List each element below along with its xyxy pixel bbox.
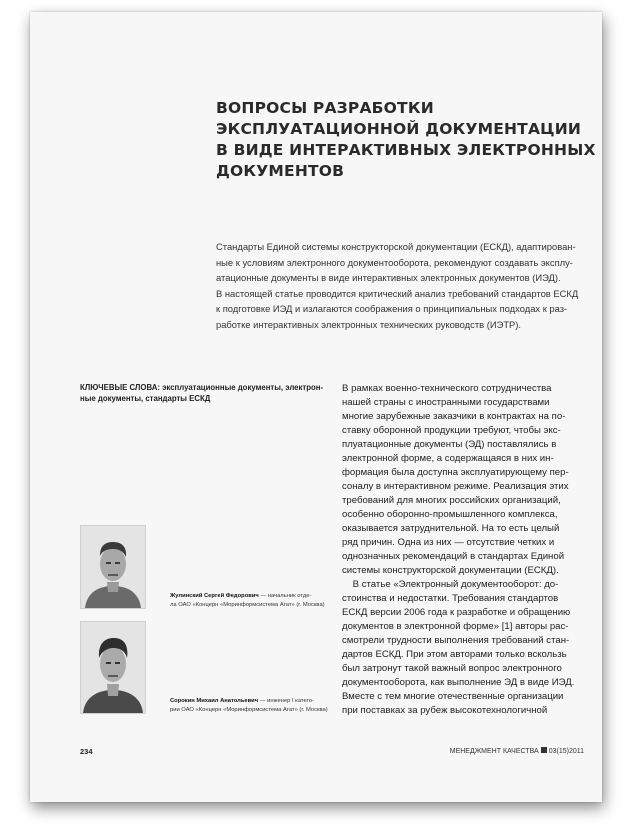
abstract-line: к подготовке ИЭД и излагаются соображения о принципиальных подходах к раз- xyxy=(216,303,568,314)
keywords-line: КЛЮЧЕВЫЕ СЛОВА: эксплуатационные документы, электрон- xyxy=(80,383,324,392)
abstract-line: В настоящей статье проводится критический анализ требований стандартов ЕСКД xyxy=(216,287,579,299)
body-line: соналу в интерактивном режиме. Реализация этих xyxy=(342,481,569,492)
article-body xyxy=(342,382,598,718)
body-line: оказывается затруднительной. На то есть целый xyxy=(342,523,560,534)
body-line: системы конструкторской документации (ЕСКД). xyxy=(342,565,559,576)
portrait-image xyxy=(81,526,145,608)
author-photo xyxy=(80,621,146,714)
article-title xyxy=(216,98,596,182)
author-position: — начальник отде- xyxy=(258,593,312,599)
journal-page xyxy=(30,12,602,802)
body-line: Вместе с тем многие отечественные организации xyxy=(342,691,564,702)
abstract-line: работке интерактивных электронных технических руководств (ИЭТР). xyxy=(216,318,522,330)
journal-footer xyxy=(450,747,584,755)
title-line: ДОКУМЕНТОВ xyxy=(216,162,345,180)
body-line: стоинства и недостатки. Требования стандартов xyxy=(342,593,559,604)
body-line: документооборота, как выполнение ЭД в виде ИЭД. xyxy=(342,677,575,688)
body-line: ряд причин. Одна из них — отсутствие четких и xyxy=(342,537,555,548)
body-line: особенно оборонно-промышленного комплекса, xyxy=(342,509,558,520)
body-line: В статье «Электронный документооборот: до- xyxy=(342,579,559,590)
body-line: электронной форме, а содержащаяся в них ин- xyxy=(342,453,554,464)
square-icon xyxy=(541,747,547,753)
body-line: однозначных рекомендаций в стандартах Единой xyxy=(342,551,565,562)
body-line: ЕСКД версии 2006 года к разработке и обращению xyxy=(342,607,571,618)
body-line: ставку оборонной продукции требуют, чтобы экс- xyxy=(342,425,561,436)
title-line: ВОПРОСЫ РАЗРАБОТКИ xyxy=(216,99,434,117)
body-line: при поставках за рубеж высокотехнологичной xyxy=(342,705,548,716)
author-line xyxy=(170,592,360,601)
portrait-image xyxy=(81,622,145,713)
title-line: В ВИДЕ ИНТЕРАКТИВНЫХ ЭЛЕКТРОННЫХ xyxy=(216,141,596,159)
journal-name: МЕНЕДЖМЕНТ КАЧЕСТВА xyxy=(449,748,539,755)
author-affiliation: ла ОАО «Концерн «Моринформсистема Агат» (г. Москва) xyxy=(170,602,325,608)
abstract-line: атационные документы в виде интерактивных электронных документов (ИЭД). xyxy=(216,272,561,283)
abstract-line: ные к условиям электронного документооборота, рекомендуют создавать эксплу- xyxy=(216,256,573,268)
body-line: формация была доступна эксплуатирующему пер- xyxy=(342,467,569,478)
title-line: ЭКСПЛУАТАЦИОННОЙ ДОКУМЕНТАЦИИ xyxy=(216,120,582,138)
body-line: документов в электронной форме» [1] авторы рас- xyxy=(342,621,569,632)
abstract-line: Стандарты Единой системы конструкторской документации (ЕСКД), адаптирован- xyxy=(216,241,576,252)
body-line: нашей страны с иностранными государствами xyxy=(342,397,550,408)
body-line: многие зарубежные заказчики в контрактах на по- xyxy=(342,411,566,422)
author-photo xyxy=(80,525,146,609)
body-line: был затронут такой важный вопрос электронного xyxy=(342,663,562,674)
author-name: Жулинский Сергей Федорович xyxy=(170,593,259,599)
body-line: дартов ЕСКД. При этом авторами только вскользь xyxy=(342,649,567,660)
author-line xyxy=(170,697,360,706)
keywords-line: ные документы, стандарты ЕСКД xyxy=(80,394,211,403)
author-caption xyxy=(170,697,360,715)
author-position: — инженер I катего- xyxy=(258,698,314,704)
author-name: Сорокин Михаил Анатольевич xyxy=(170,698,259,704)
body-line: требований для многих российских организаций, xyxy=(342,495,561,506)
page-number: 234 xyxy=(80,747,93,756)
author-affiliation: рии ОАО «Концерн «Моринформсистема Агат» (г. Москва) xyxy=(170,707,328,713)
journal-issue: 03(15)2011 xyxy=(548,748,584,755)
body-line: плуатационные документы (ЭД) поставлялись в xyxy=(342,439,557,450)
abstract xyxy=(216,239,591,332)
body-line: В рамках военно-технического сотрудничества xyxy=(342,383,552,394)
keywords xyxy=(80,382,330,404)
body-line: смотрели трудности выполнения требований стан- xyxy=(342,635,570,646)
author-caption xyxy=(170,592,360,610)
